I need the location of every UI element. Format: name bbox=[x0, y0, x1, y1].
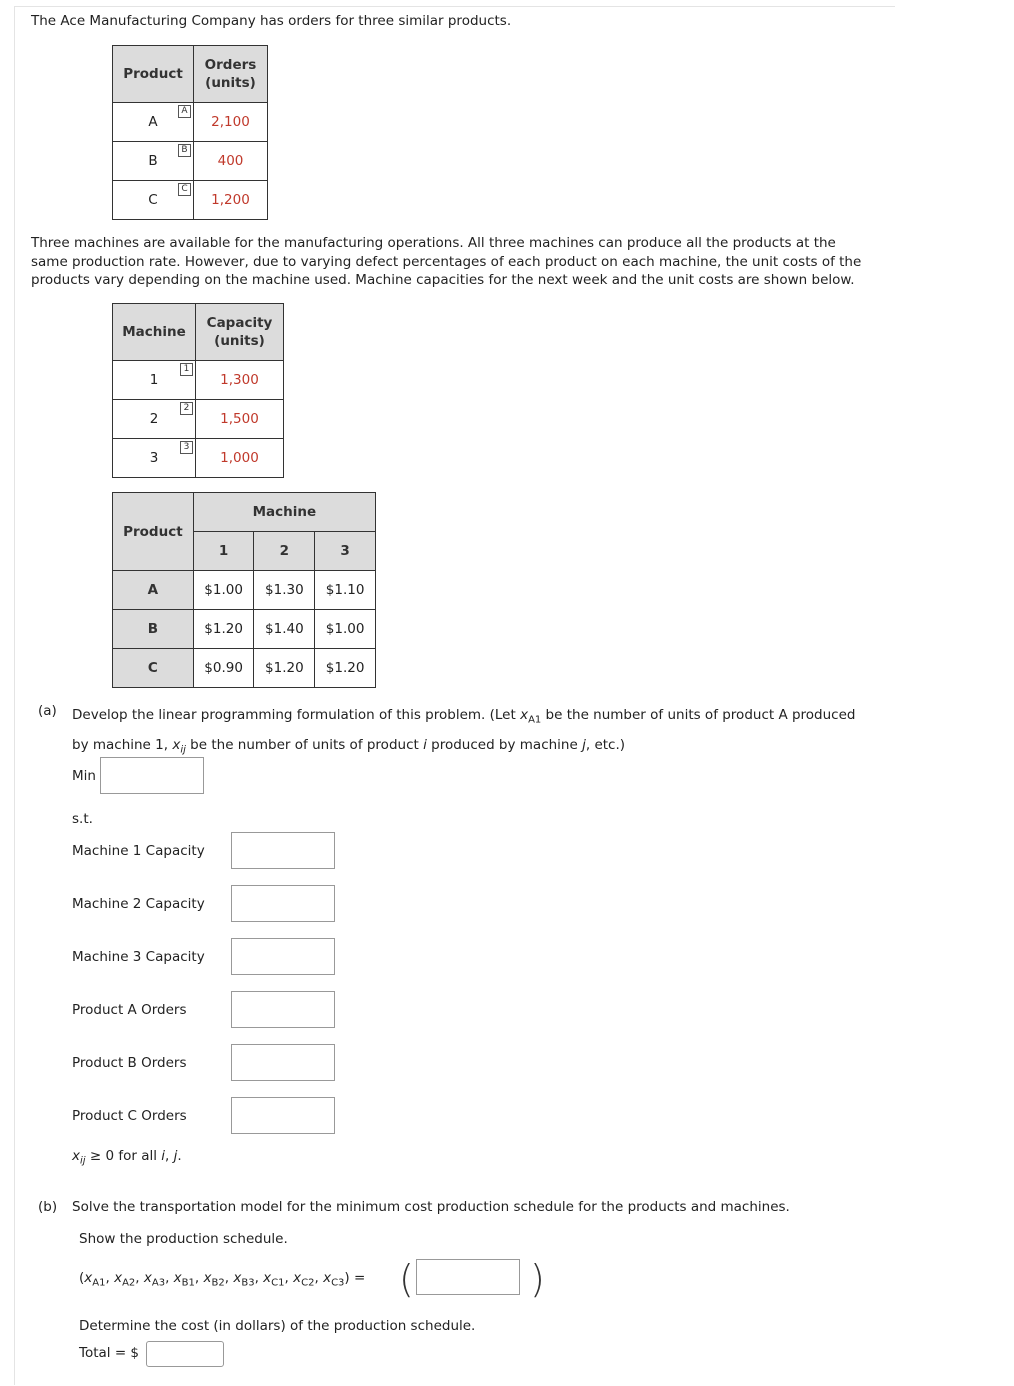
tag-icon: A bbox=[178, 105, 191, 118]
table-row bbox=[113, 610, 376, 649]
cost-cell: $1.00 bbox=[193, 571, 254, 610]
part-b-question: Solve the transportation model for the minimum cost production schedule for the products and machines. bbox=[72, 1199, 790, 1215]
table-row bbox=[113, 649, 376, 688]
constraint-input[interactable] bbox=[231, 991, 335, 1028]
constraint-input[interactable] bbox=[231, 938, 335, 975]
schedule-var: $x_{A2}$, bbox=[114, 1270, 144, 1289]
capacity-table bbox=[112, 303, 284, 478]
total-label: Total = $ bbox=[79, 1345, 140, 1361]
cost-machine-header: Machine bbox=[193, 493, 375, 532]
cost-question: Determine the cost (in dollars) of the production schedule. bbox=[79, 1318, 476, 1334]
product-row-header: C bbox=[113, 649, 194, 688]
orders-header: Orders (units) bbox=[194, 46, 268, 103]
machine-col-header: 3 bbox=[315, 532, 376, 571]
schedule-var: $x_{A3}$, bbox=[143, 1270, 174, 1289]
orders-cell: 2,100 bbox=[194, 103, 268, 142]
constraint-label: Product A Orders bbox=[72, 1002, 187, 1018]
cost-product-header: Product bbox=[113, 493, 194, 571]
cost-cell: $1.20 bbox=[193, 610, 254, 649]
tag-icon: 1 bbox=[180, 363, 193, 376]
constraint-input[interactable] bbox=[231, 832, 335, 869]
part-a-label: (a) bbox=[38, 703, 57, 719]
part-b-label: (b) bbox=[38, 1199, 58, 1215]
machine-col-header: 2 bbox=[254, 532, 315, 571]
cost-cell: $1.20 bbox=[315, 649, 376, 688]
schedule-var: $x_{B1}$, bbox=[173, 1270, 204, 1289]
tag-icon: 2 bbox=[180, 402, 193, 415]
cost-cell: $1.20 bbox=[254, 649, 315, 688]
st-label: s.t. bbox=[72, 811, 93, 827]
schedule-var: $x_{C2}$, bbox=[293, 1270, 324, 1289]
product-row-header: A bbox=[113, 571, 194, 610]
table-row bbox=[113, 103, 268, 142]
objective-input[interactable] bbox=[100, 757, 204, 794]
schedule-vars: ($x_{A1}$, $x_{A2}$, $x_{A3}$, $x_{B1}$, $x_{B2}$, $x_{B3}$, $x_{C1}$, $x_{C2}$, $x_{C3}$) = bbox=[79, 1270, 366, 1289]
cost-cell: $1.40 bbox=[254, 610, 315, 649]
orders-cell: 400 bbox=[194, 142, 268, 181]
orders-cell: 1,200 bbox=[194, 181, 268, 220]
product-cell: C C bbox=[113, 181, 194, 220]
tag-icon: C bbox=[178, 183, 191, 196]
nonnegativity-text: $x_{ij} \ge 0$ for all i, j. bbox=[72, 1148, 182, 1167]
capacity-header: Capacity (units) bbox=[196, 304, 284, 361]
capacity-cell: 1,500 bbox=[196, 400, 284, 439]
orders-table bbox=[112, 45, 268, 220]
cost-cell: $1.00 bbox=[315, 610, 376, 649]
product-cell: A A bbox=[113, 103, 194, 142]
show-schedule-text: Show the production schedule. bbox=[79, 1231, 288, 1247]
product-header: Product bbox=[113, 46, 194, 103]
tag-icon: B bbox=[178, 144, 191, 157]
schedule-var: $x_{B2}$, bbox=[203, 1270, 234, 1289]
constraint-input[interactable] bbox=[231, 1097, 335, 1134]
machines-paragraph: Three machines are available for the manufacturing operations. All three machines can produce all the products at the same production rate. However, due to varying defect percentages of each product on each machine, the unit costs of the products vary depending on the machine used. Machine capacities for the next week and the unit costs are shown below. bbox=[31, 235, 862, 288]
constraint-label: Product C Orders bbox=[72, 1108, 187, 1124]
constraint-label: Machine 2 Capacity bbox=[72, 896, 205, 912]
constraint-input[interactable] bbox=[231, 885, 335, 922]
right-paren: ) bbox=[530, 1257, 545, 1301]
machine-cell: 1 1 bbox=[113, 361, 196, 400]
part-a-question: Develop the linear programming formulation of this problem. (Let $x_{A1}$ be the number of units of product A produced by machine 1, $x_{ij}$ be the number of units of product i produced by machine j, etc.) bbox=[72, 707, 856, 756]
left-paren: ( bbox=[399, 1257, 414, 1301]
product-cell: B B bbox=[113, 142, 194, 181]
constraint-label: Product B Orders bbox=[72, 1055, 187, 1071]
machine-col-header: 1 bbox=[193, 532, 254, 571]
capacity-cell: 1,300 bbox=[196, 361, 284, 400]
table-row bbox=[113, 181, 268, 220]
machine-cell: 3 3 bbox=[113, 439, 196, 478]
table-row bbox=[113, 142, 268, 181]
total-cost-input[interactable] bbox=[146, 1341, 224, 1367]
table-row bbox=[113, 439, 284, 478]
schedule-input[interactable] bbox=[416, 1259, 520, 1295]
capacity-cell: 1,000 bbox=[196, 439, 284, 478]
schedule-var: $x_{B3}$, bbox=[233, 1270, 264, 1289]
cost-table bbox=[112, 492, 376, 688]
schedule-var: $x_{C3}$ bbox=[323, 1270, 345, 1289]
table-row bbox=[113, 400, 284, 439]
constraint-label: Machine 1 Capacity bbox=[72, 843, 205, 859]
constraint-input[interactable] bbox=[231, 1044, 335, 1081]
table-row bbox=[113, 361, 284, 400]
tag-icon: 3 bbox=[180, 441, 193, 454]
table-row bbox=[113, 571, 376, 610]
machine-header: Machine bbox=[113, 304, 196, 361]
min-label: Min bbox=[72, 768, 96, 784]
constraint-label: Machine 3 Capacity bbox=[72, 949, 205, 965]
schedule-var: $x_{A1}$, bbox=[84, 1270, 115, 1289]
machine-cell: 2 2 bbox=[113, 400, 196, 439]
schedule-var: $x_{C1}$, bbox=[263, 1270, 294, 1289]
cost-cell: $1.10 bbox=[315, 571, 376, 610]
cost-cell: $0.90 bbox=[193, 649, 254, 688]
intro-text: The Ace Manufacturing Company has orders for three similar products. bbox=[31, 13, 512, 29]
cost-cell: $1.30 bbox=[254, 571, 315, 610]
product-row-header: B bbox=[113, 610, 194, 649]
